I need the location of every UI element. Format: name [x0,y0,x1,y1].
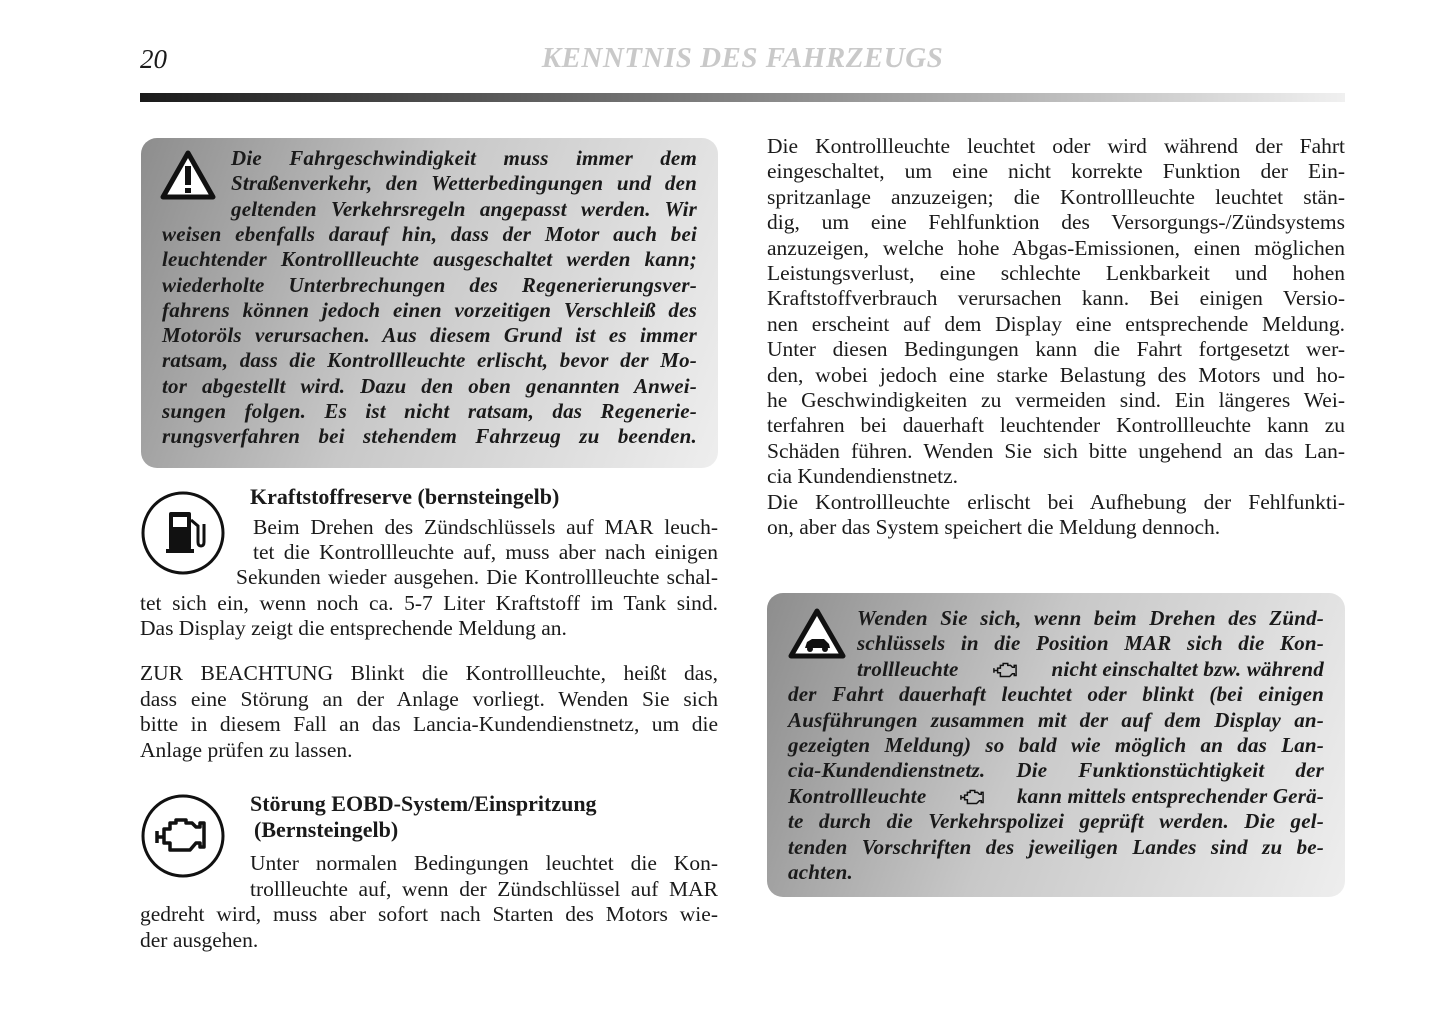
warning-line: Wenden Sie sich, wenn beim Drehen des Zünd- [857,606,1324,630]
body-line: nen erscheint auf dem Display eine entsprechende Meldung. [767,311,1345,336]
body-line: tet die Kontrollleuchte auf, muss aber nach einigen [253,540,718,565]
text-segment: kann mittels entsprechender Gerä- [1016,783,1324,808]
warning-line [857,657,1324,682]
warning-line: der Fahrt dauerhaft leuchtet oder blinkt (bei einigen [788,682,1324,707]
body-line: Sekunden wieder ausgehen. Die Kontrollleuchte schal- [236,565,718,590]
warning-line: gezeigten Meldung) so bald wie möglich an das Lan- [788,733,1324,757]
body-line: Die Kontrollleuchte erlischt bei Aufhebung der Fehlfunkti- [767,489,1345,514]
header-rule [140,93,1345,102]
engine-check-icon [140,793,226,879]
body-line: spritzanlage anzuzeigen; die Kontrollleuchte leuchtet stän- [767,184,1345,209]
warning-line: Ausführungen zusammen mit der auf dem Display an- [788,707,1324,732]
warning-line: tenden Vorschriften des jeweiligen Landes sind zu be- [788,834,1324,859]
body-line: Die Kontrollleuchte leuchtet oder wird während der Fahrt [767,134,1345,158]
page-number: 20 [140,44,167,74]
warning-line: Straßenverkehr, den Wetterbedingungen und den [231,171,697,196]
warning-triangle-icon [160,150,216,200]
warning-line: fahrens können jedoch einen vorzeitigen Verschleiß des [162,297,697,322]
text-segment: trollleuchte [857,656,959,681]
section-heading: Störung EOBD-System/Einspritzung [250,791,597,816]
body-line: ZUR BEACHTUNG Blinkt die Kontrollleuchte, heißt das, [140,661,718,685]
section-heading: Kraftstoffreserve (bernsteingelb) [250,484,560,509]
body-line: terfahren bei dauerhaft leuchtender Kontrollleuchte kann zu [767,413,1345,438]
vehicle-warning-triangle-icon [788,608,846,660]
warning-line [788,784,1324,809]
text-segment: nicht einschaltet bzw. während [1051,656,1324,681]
body-line: eingeschaltet, um eine nicht korrekte Funktion der Ein- [767,159,1345,184]
warning-line: weisen ebenfalls darauf hin, dass der Motor auch bei [162,221,697,246]
body-line: Unter normalen Bedingungen leuchtet die Kon- [250,851,718,875]
body-line: Leistungsverlust, eine schlechte Lenkbarkeit und hohen [767,261,1345,285]
warning-line: cia-Kundendienstnetz. Die Funktionstüchtigkeit der [788,758,1324,783]
warning-line: leuchtender Kontrollleuchte ausgeschaltet werden kann; [162,247,697,272]
body-line: dig, um eine Fehlfunktion des Versorgungs-/Zündsystems [767,210,1345,235]
warning-line: te durch die Verkehrspolizei geprüft werden. Die gel- [788,809,1324,834]
body-line: dass eine Störung an der Anlage vorliegt. Wenden Sie sich [140,686,718,711]
body-line: cia Kundendienstnetz. [767,464,959,489]
body-line: gedreht wird, muss aber sofort nach Starten des Motors wie- [140,902,718,926]
engine-check-icon [993,660,1017,678]
warning-line: rungsverfahren bei stehendem Fahrzeug zu beenden. [162,424,697,449]
body-line: Schäden führen. Wenden Sie sich bitte ungehend an das Lan- [767,438,1345,463]
section-title: KENNTNIS DES FAHRZEUGS [541,42,944,74]
body-line: trollleuchte auf, wenn der Zündschlüssel auf MAR [250,876,718,901]
body-line: Das Display zeigt die entsprechende Meldung an. [140,615,567,640]
warning-line: Motoröls verursachen. Aus diesem Grund ist es immer [162,323,697,348]
warning-line: Die Fahrgeschwindigkeit muss immer dem [231,146,697,170]
warning-line: achten. [788,860,853,884]
body-line: den, wobei jedoch eine starke Belastung des Motors und ho- [767,362,1345,387]
body-line: tet sich ein, wenn noch ca. 5-7 Liter Kraftstoff im Tank sind. [140,590,718,615]
warning-line: wiederholte Unterbrechungen des Regenerierungsver- [162,272,697,297]
body-line: der ausgehen. [140,927,259,952]
body-line: Anlage prüfen zu lassen. [140,737,353,762]
text-segment: Kontrollleuchte [788,783,927,808]
engine-check-icon [960,787,984,805]
warning-line: sungen folgen. Es ist nicht ratsam, das Regenerie- [162,399,697,423]
body-line: anzuzeigen, welche hohe Abgas-Emissionen, einen möglichen [767,235,1345,260]
body-line: Unter diesen Bedingungen kann die Fahrt fortgesetzt wer- [767,337,1345,362]
body-line: Beim Drehen des Zündschlüssels auf MAR leuch- [253,515,718,539]
body-line: on, aber das System speichert die Meldung dennoch. [767,515,1221,539]
warning-line: schlüssels in die Position MAR sich die Kon- [857,631,1324,656]
warning-line: tor abgestellt wird. Dazu den oben genannten Anwei- [162,373,697,398]
body-line: bitte in diesem Fall an das Lancia-Kundendienstnetz, um die [140,712,718,736]
body-line: Kraftstoffverbrauch verursachen kann. Bei einigen Versio- [767,286,1345,311]
body-line: he Geschwindigkeiten zu vermeiden sind. Ein längeres Wei- [767,388,1345,412]
fuel-pump-icon [140,490,226,576]
warning-line: geltenden Verkehrsregeln angepasst werden. Wir [231,196,697,221]
section-heading: (Bernsteingelb) [254,817,399,842]
warning-line: ratsam, dass die Kontrollleuchte erlischt, bevor der Mo- [162,348,697,373]
